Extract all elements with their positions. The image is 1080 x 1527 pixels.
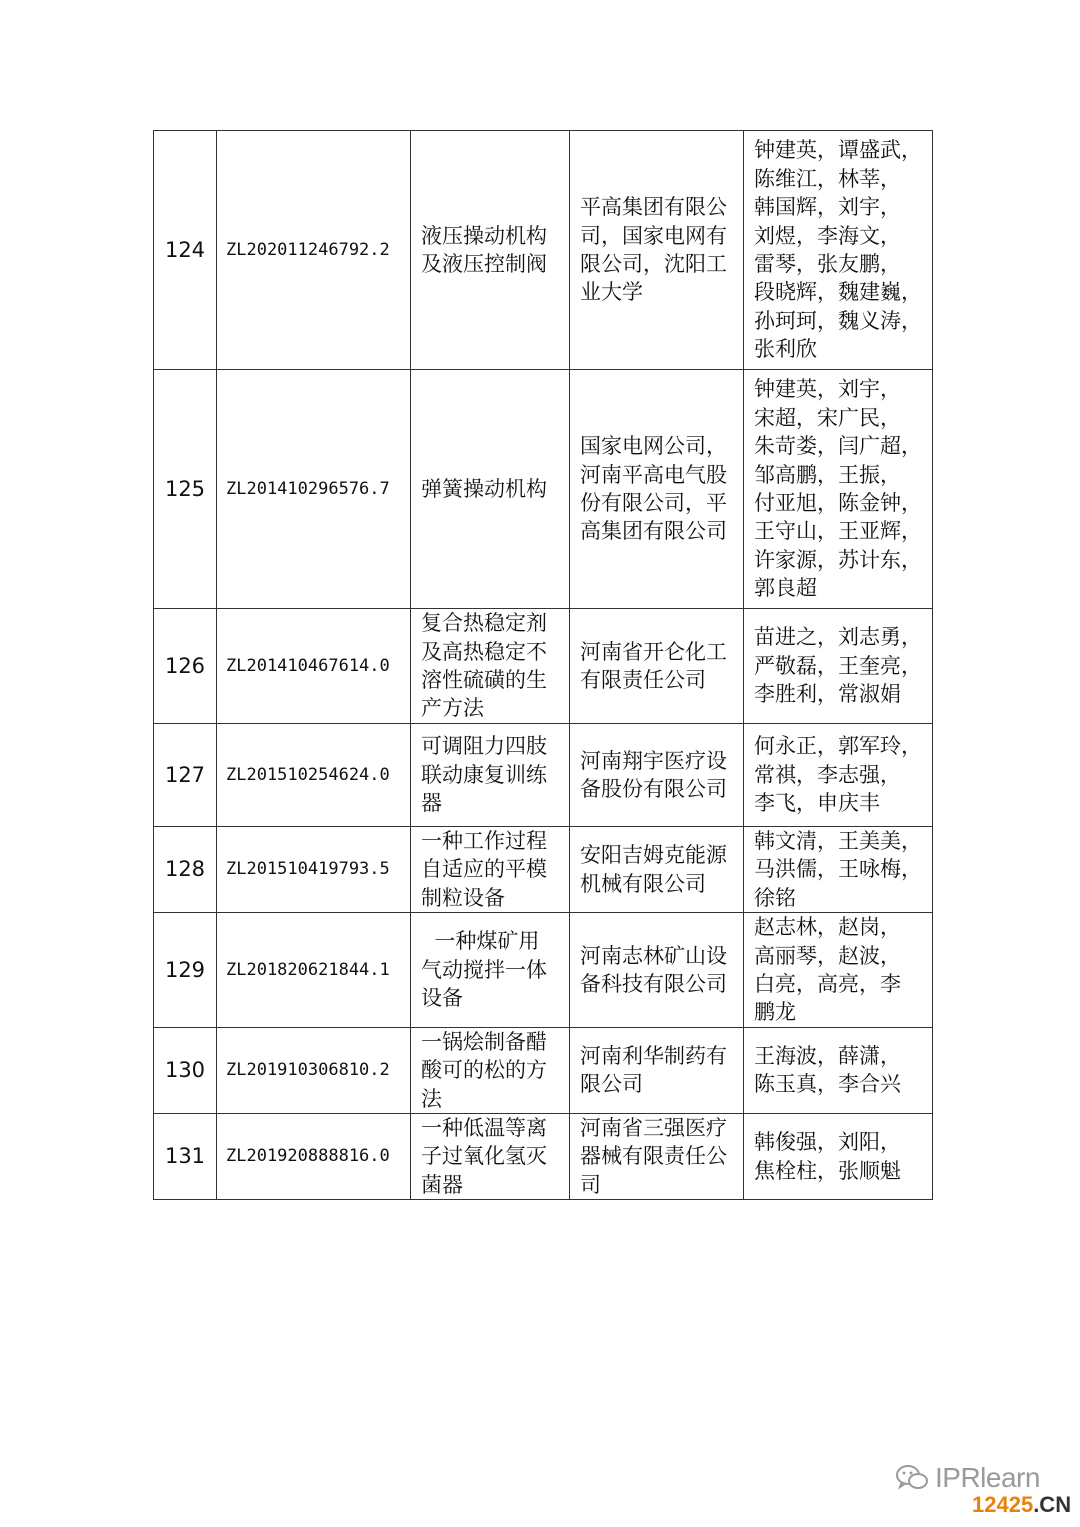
inventors-line: 朱苛娄，闫广超， xyxy=(754,434,922,459)
patent-title-line: 弹簧操动机构 xyxy=(421,476,547,501)
patent-title xyxy=(411,131,570,370)
patent-number: ZL201410296576.7 xyxy=(217,370,411,609)
inventors xyxy=(744,724,933,827)
patent-title-line: 一种低温等离 xyxy=(421,1116,547,1141)
patent-title-line: 菌器 xyxy=(421,1172,463,1197)
patentee-line: 业大学 xyxy=(580,280,643,305)
inventors-line: 段晓辉，魏建巍， xyxy=(754,280,922,305)
inventors-line: 邹高鹏，王振， xyxy=(754,462,901,487)
inventors-line: 苗进之，刘志勇， xyxy=(754,625,922,650)
patent-title-line: 联动康复训练 xyxy=(421,762,547,787)
patent-title-line: 器 xyxy=(421,791,442,816)
inventors-line: 赵志林，赵岗， xyxy=(754,915,901,940)
site-number: 12425 xyxy=(972,1492,1034,1517)
inventors-line: 白亮，高亮，李 xyxy=(754,972,901,997)
inventors xyxy=(744,827,933,913)
patentee xyxy=(570,1027,744,1113)
patent-title-line: 气动搅拌一体 xyxy=(421,957,547,982)
patent-title-line: 自适应的平模 xyxy=(421,857,547,882)
patent-title xyxy=(411,609,570,724)
patentee-line: 机械有限公司 xyxy=(580,871,706,896)
row-number: 127 xyxy=(154,724,217,827)
row-number: 130 xyxy=(154,1027,217,1113)
inventors-line: 许家源，苏计东， xyxy=(754,547,922,572)
patent-title-line: 制粒设备 xyxy=(421,885,505,910)
inventors-line: 王守山，王亚辉， xyxy=(754,519,922,544)
patentee-line: 司，国家电网有 xyxy=(580,223,727,248)
inventors-line: 王海波，薛潇， xyxy=(754,1044,901,1069)
patentee-line: 河南省三强医疗 xyxy=(580,1116,727,1141)
row-number: 131 xyxy=(154,1114,217,1200)
watermark xyxy=(895,1462,1040,1494)
inventors-line: 钟建英，谭盛武， xyxy=(754,138,922,163)
inventors-line: 何永正，郭军玲， xyxy=(754,734,922,759)
inventors-line: 韩国辉，刘宇， xyxy=(754,195,901,220)
patent-title-line: 一锅烩制备醋 xyxy=(421,1029,547,1054)
patent-title-line: 复合热稳定剂 xyxy=(421,611,547,636)
patentee xyxy=(570,827,744,913)
patent-title-line: 子过氧化氢灭 xyxy=(421,1144,547,1169)
row-number: 124 xyxy=(154,131,217,370)
row-number: 126 xyxy=(154,609,217,724)
patent-title xyxy=(411,1027,570,1113)
table-body xyxy=(154,131,933,1200)
patent-number: ZL201510419793.5 xyxy=(217,827,411,913)
patent-title-line: 液压操动机构 xyxy=(421,223,547,248)
patent-table xyxy=(153,130,933,1200)
table-row xyxy=(154,913,933,1028)
table-row xyxy=(154,370,933,609)
inventors xyxy=(744,1027,933,1113)
row-number: 129 xyxy=(154,913,217,1028)
patentee xyxy=(570,609,744,724)
inventors xyxy=(744,1114,933,1200)
inventors xyxy=(744,131,933,370)
patentee xyxy=(570,131,744,370)
table-row xyxy=(154,131,933,370)
patentee xyxy=(570,370,744,609)
inventors xyxy=(744,370,933,609)
patentee-line: 安阳吉姆克能源 xyxy=(580,843,727,868)
inventors-line: 付亚旭，陈金钟， xyxy=(754,491,922,515)
patentee-line: 河南志林矿山设 xyxy=(580,943,727,968)
inventors-line: 陈维江，林莘， xyxy=(754,166,901,191)
table-row xyxy=(154,724,933,827)
patent-title-line: 溶性硫磺的生 xyxy=(421,668,547,692)
wechat-icon xyxy=(895,1463,929,1493)
watermark-text: IPRlearn xyxy=(935,1462,1040,1493)
inventors-line: 宋超，宋广民， xyxy=(754,405,901,430)
patent-number: ZL202011246792.2 xyxy=(217,131,411,370)
inventors-line: 李飞，申庆丰 xyxy=(754,791,880,816)
patentee xyxy=(570,724,744,827)
patentee xyxy=(570,913,744,1028)
patent-title xyxy=(411,913,570,1028)
inventors-line: 常祺，李志强， xyxy=(754,762,901,787)
inventors-line: 张利欣 xyxy=(754,337,817,362)
patent-title-line: 及液压控制阀 xyxy=(421,252,547,276)
patentee-line: 司 xyxy=(580,1172,601,1197)
patent-number: ZL201510254624.0 xyxy=(217,724,411,827)
patentee-line: 高集团有限公司 xyxy=(580,519,727,544)
inventors-line: 鹏龙 xyxy=(754,1000,796,1025)
patentee-line: 平高集团有限公 xyxy=(580,195,727,220)
patent-number: ZL201910306810.2 xyxy=(217,1027,411,1113)
inventors-line: 韩俊强，刘阳， xyxy=(754,1130,901,1155)
patentee-line: 河南平高电气股 xyxy=(580,462,727,487)
inventors xyxy=(744,609,933,724)
inventors-line: 严敬磊，王奎亮， xyxy=(754,653,922,678)
patent-title-line: 设备 xyxy=(421,986,463,1011)
patent-title-line: 及高热稳定不 xyxy=(421,639,547,664)
patent-number: ZL201820621844.1 xyxy=(217,913,411,1028)
inventors-line: 钟建英，刘宇， xyxy=(754,377,901,402)
patent-title-line: 一种煤矿用 xyxy=(421,929,540,954)
table-row xyxy=(154,827,933,913)
patentee-line: 份有限公司，平 xyxy=(580,491,727,515)
patentee-line: 国家电网公司， xyxy=(580,434,727,459)
patentee-line: 河南省开仑化工 xyxy=(580,639,727,664)
row-number: 128 xyxy=(154,827,217,913)
inventors-line: 焦栓柱，张顺魁 xyxy=(754,1158,901,1183)
patent-number: ZL201920888816.0 xyxy=(217,1114,411,1200)
inventors xyxy=(744,913,933,1028)
inventors-line: 陈玉真，李合兴 xyxy=(754,1072,901,1097)
patent-title xyxy=(411,370,570,609)
patent-title-line: 酸可的松的方 xyxy=(421,1058,547,1083)
inventors-line: 刘煜，李海文， xyxy=(754,223,901,248)
patent-title xyxy=(411,827,570,913)
patent-title-line: 一种工作过程 xyxy=(421,829,547,853)
inventors-line: 孙珂珂，魏义涛， xyxy=(754,308,922,333)
table-row xyxy=(154,1027,933,1113)
patent-title xyxy=(411,1114,570,1200)
table-row xyxy=(154,1114,933,1200)
patentee-line: 备股份有限公司 xyxy=(580,777,727,801)
inventors-line: 雷琴，张友鹏， xyxy=(754,252,901,276)
inventors-line: 徐铭 xyxy=(754,885,796,910)
inventors-line: 马洪儒，王咏梅， xyxy=(754,857,922,882)
inventors-line: 韩文清，王美美， xyxy=(754,829,922,853)
patentee xyxy=(570,1114,744,1200)
patent-title-line: 可调阻力四肢 xyxy=(421,734,547,759)
patent-title xyxy=(411,724,570,827)
patentee-line: 备科技有限公司 xyxy=(580,972,727,997)
site-logo xyxy=(972,1492,1071,1518)
table-row xyxy=(154,609,933,724)
patent-number: ZL201410467614.0 xyxy=(217,609,411,724)
site-domain: .CN xyxy=(1033,1492,1072,1517)
inventors-line: 高丽琴，赵波， xyxy=(754,943,901,968)
patentee-line: 河南利华制药有 xyxy=(580,1044,727,1069)
patentee-line: 有限责任公司 xyxy=(580,668,706,692)
inventors-line: 李胜利，常淑娟 xyxy=(754,682,901,707)
patentee-line: 河南翔宇医疗设 xyxy=(580,748,727,773)
row-number: 125 xyxy=(154,370,217,609)
patentee-line: 限公司，沈阳工 xyxy=(580,252,727,276)
patentee-line: 器械有限责任公 xyxy=(580,1144,727,1169)
patent-title-line: 法 xyxy=(421,1086,442,1111)
inventors-line: 郭良超 xyxy=(754,576,817,601)
patent-title-line: 产方法 xyxy=(421,696,484,721)
patentee-line: 限公司 xyxy=(580,1072,643,1097)
